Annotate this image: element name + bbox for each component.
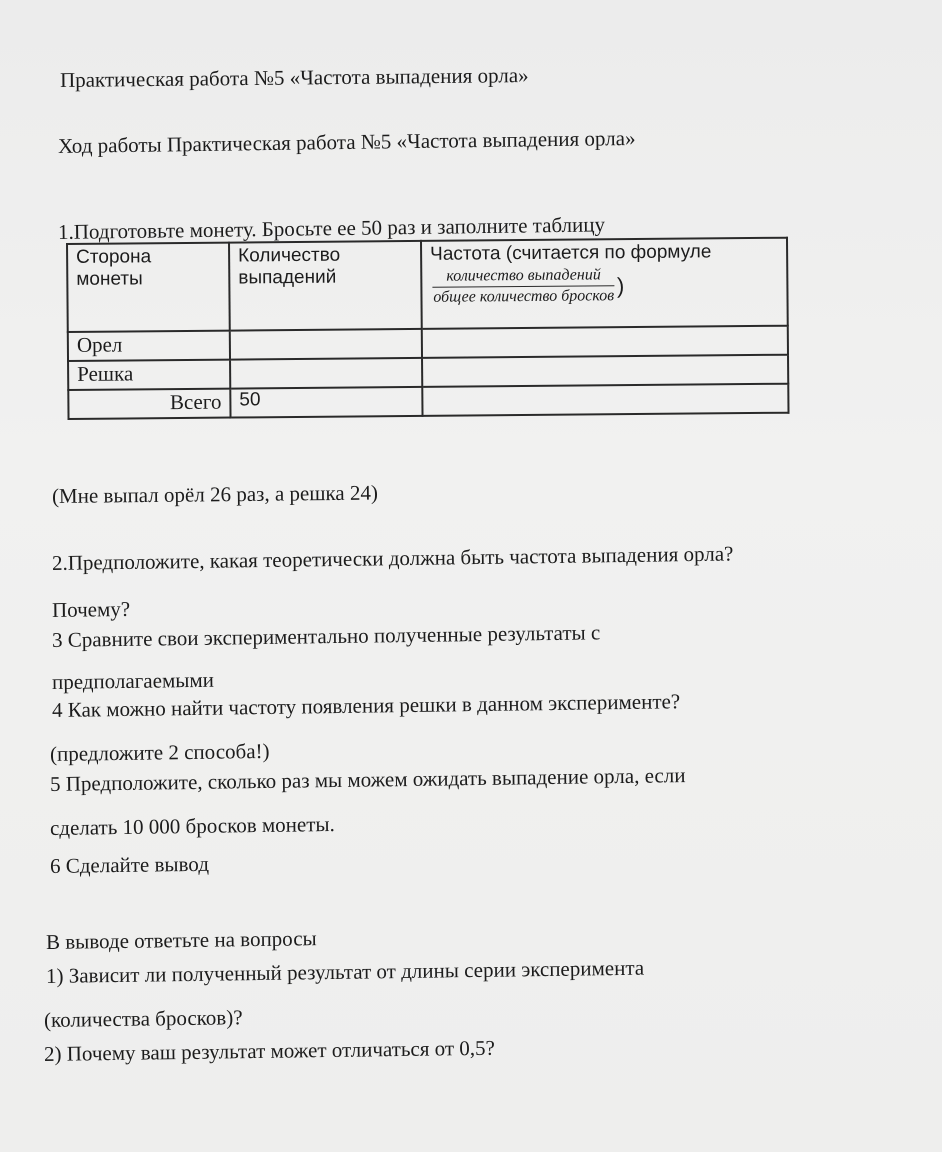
row-label-total: Всего: [68, 389, 230, 419]
cell-total-frequency[interactable]: [422, 384, 788, 416]
result-note: (Мне выпал орёл 26 раз, а решка 24): [51, 480, 379, 508]
question-5-line-2: сделать 10 000 бросков монеты.: [49, 812, 335, 840]
question-4-line-2: (предложите 2 способа!): [49, 738, 270, 766]
cell-total-count: 50: [230, 387, 422, 418]
header-frequency: [421, 238, 788, 329]
question-3-line-1: 3 Сравните свои экспериментально полученные результаты с: [51, 620, 601, 652]
step-1-instruction: 1.Подготовьте монету. Бросьте ее 50 раз и заполните таблицу: [57, 212, 606, 244]
conclusion-question-1-line-1: 1) Зависит ли полученный результат от длины серии эксперимента: [45, 955, 645, 988]
question-2-line-2: Почему?: [51, 596, 131, 622]
formula-denominator: общее количество бросков: [433, 287, 615, 306]
row-label-tails: Решка: [68, 360, 230, 390]
page-subtitle: Ход работы Практическая работа №5 «Частота выпадения орла»: [57, 125, 636, 158]
page-title: Практическая работа №5 «Частота выпадения орла»: [59, 63, 529, 92]
formula-paren: ): [616, 272, 625, 298]
cell-heads-frequency[interactable]: [422, 326, 788, 358]
cell-heads-count[interactable]: [230, 329, 422, 360]
formula-numerator: количество выпадений: [432, 266, 615, 288]
question-3-line-2: предполагаемыми: [51, 667, 215, 694]
cell-tails-count[interactable]: [230, 358, 422, 389]
results-table: [66, 237, 790, 420]
question-6: 6 Сделайте вывод: [49, 851, 210, 878]
header-side: Сторона монеты: [67, 243, 230, 332]
conclusion-heading: В выводе ответьте на вопросы: [45, 926, 317, 954]
cell-tails-frequency[interactable]: [422, 355, 788, 387]
conclusion-question-1-line-2: (количества бросков)?: [43, 1005, 243, 1032]
table-header-row: [67, 238, 788, 332]
question-2-line-1: 2.Предположите, какая теоретически должна быть частота выпадения орла?: [51, 541, 734, 575]
table-row-total: [68, 384, 788, 419]
conclusion-question-2: 2) Почему ваш результат может отличаться от 0,5?: [43, 1035, 496, 1066]
row-label-heads: Орел: [68, 331, 230, 361]
header-count: Количество выпадений: [229, 241, 422, 331]
question-4-line-1: 4 Как можно найти частоту появления решки в данном эксперименте?: [51, 689, 681, 722]
frequency-formula: [432, 265, 778, 307]
question-5-line-1: 5 Предположите, сколько раз мы можем ожидать выпадение орла, если: [49, 763, 686, 796]
header-frequency-label: Частота (считается по формуле: [430, 241, 712, 265]
